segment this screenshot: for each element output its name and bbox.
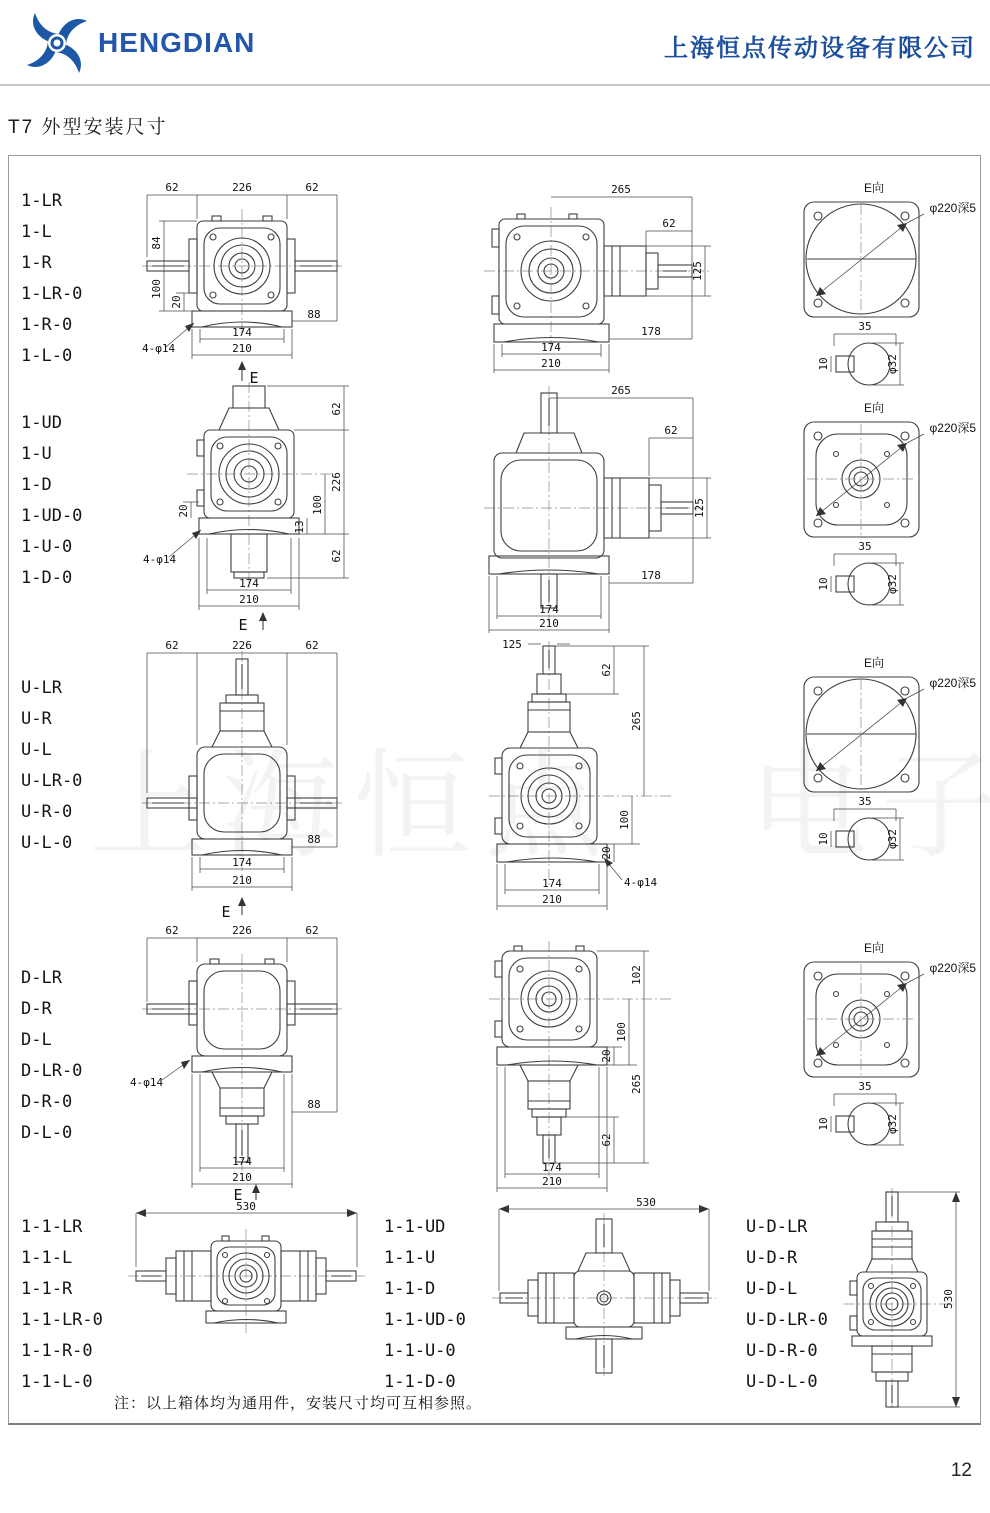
model-list [21, 1217, 103, 1403]
header-divider [0, 84, 990, 86]
dim-label: 62 [330, 549, 343, 563]
model-label: 1-1-U-0 [384, 1341, 456, 1361]
view-title: E向 [863, 656, 885, 670]
model-label: U-R [21, 709, 52, 729]
row-1lr-series [9, 171, 980, 386]
dim-label: 62 [305, 924, 319, 937]
page-number: 12 [950, 1460, 972, 1481]
dim-label: 62 [305, 181, 319, 194]
dim-label: 210 [232, 1171, 252, 1184]
model-label: D-LR-0 [21, 1061, 83, 1081]
view-direction-label: E [233, 1186, 243, 1204]
dim-label: 530 [942, 1289, 955, 1309]
dim-label: 88 [307, 833, 321, 846]
bolt-callout: 4-φ14 [130, 1076, 164, 1089]
model-label: D-LR [21, 968, 62, 988]
model-list [21, 191, 82, 377]
dim-label: 84 [150, 236, 163, 250]
model-label: 1-R-0 [21, 315, 73, 335]
model-list [21, 968, 82, 1154]
row-double-series [9, 1196, 980, 1411]
model-label: 1-1-LR-0 [21, 1310, 103, 1330]
dim-label: 35 [858, 540, 872, 553]
dim-label: 100 [311, 495, 324, 515]
row-u-series [9, 636, 980, 921]
view-title: E向 [863, 181, 885, 195]
model-label: 1-1-UD-0 [384, 1310, 466, 1330]
model-label: D-R [21, 999, 52, 1019]
dim-label: 265 [630, 711, 643, 731]
dim-label: 265 [611, 384, 631, 397]
model-label: 1-1-L-0 [21, 1372, 93, 1392]
note-text: 注：以上箱体均为通用件，安装尺寸均可互相参照。 [114, 1395, 483, 1412]
model-label: 1-1-LR [21, 1217, 83, 1237]
dim-label: 62 [165, 639, 179, 652]
e-direction-view [774, 396, 979, 611]
model-label: 1-1-R-0 [21, 1341, 93, 1361]
dim-label: 125 [693, 498, 706, 518]
dim-label: 62 [330, 402, 343, 416]
view-direction-label: E [249, 369, 259, 387]
dim-label: 62 [165, 924, 179, 937]
dim-label: 210 [542, 893, 562, 906]
front-view-drawing [114, 641, 369, 921]
front-view-drawing [114, 171, 369, 386]
dim-label: 210 [539, 617, 559, 630]
dim-label: 10 [817, 357, 830, 371]
vertical-double-drawing [824, 1186, 974, 1411]
dim-label: 20 [177, 504, 190, 518]
dim-label: 210 [541, 357, 561, 370]
dim-label: 100 [618, 810, 631, 830]
dim-label: φ32 [886, 574, 899, 594]
dim-label: 35 [858, 1080, 872, 1093]
dim-label: 174 [542, 1161, 562, 1174]
dim-label: 10 [817, 577, 830, 591]
four-way-drawing [474, 1196, 734, 1391]
model-label: U-D-R-0 [746, 1341, 818, 1361]
bore-callout: φ220深5 [929, 421, 976, 435]
model-label: D-R-0 [21, 1092, 73, 1112]
dim-label: 174 [232, 856, 252, 869]
dim-label: 530 [236, 1200, 256, 1213]
dim-label: 265 [611, 183, 631, 196]
drawings-panel [8, 155, 981, 1425]
dim-label: 210 [232, 342, 252, 355]
model-label: 1-D [21, 475, 52, 495]
dim-label: 226 [232, 924, 252, 937]
company-name: 上海恒点传动设备有限公司 [664, 36, 976, 62]
dim-label: 62 [165, 181, 179, 194]
model-label: 1-LR [21, 191, 62, 211]
e-direction-view [774, 176, 979, 391]
brand-name: HENGDIAN [98, 27, 256, 58]
model-label: 1-R [21, 253, 52, 273]
model-label: D-L [21, 1030, 52, 1050]
dim-label: 88 [307, 308, 321, 321]
page-title: T7 外型安装尺寸 [8, 117, 168, 138]
e-direction-view [774, 651, 979, 866]
horizontal-double-drawing [114, 1200, 379, 1353]
dim-label: 174 [232, 326, 252, 339]
model-label: 1-1-U [384, 1248, 436, 1268]
side-view-drawing [444, 926, 734, 1196]
model-list [21, 678, 82, 864]
dim-label: 265 [630, 1074, 643, 1094]
pinwheel-logo-icon [26, 12, 88, 74]
dim-label: 62 [600, 663, 613, 677]
bolt-callout: 4-φ14 [143, 553, 177, 566]
model-label: U-R-0 [21, 802, 73, 822]
dim-label: 125 [691, 261, 704, 281]
model-label: 1-LR-0 [21, 284, 83, 304]
model-label: 1-1-D [384, 1279, 436, 1299]
model-label: U-L [21, 740, 52, 760]
dim-label: 174 [232, 1155, 252, 1168]
row-1ud-series [9, 378, 980, 636]
dim-label: 88 [307, 1098, 321, 1111]
model-label: U-D-L [746, 1279, 798, 1299]
model-list [746, 1217, 828, 1403]
model-label: 1-D-0 [21, 568, 73, 588]
dim-label: 125 [502, 638, 522, 651]
dim-label: 210 [239, 593, 259, 606]
dim-label: φ32 [886, 1114, 899, 1134]
dim-label: 35 [858, 320, 872, 333]
dim-label: 226 [232, 639, 252, 652]
dim-label: 62 [662, 217, 676, 230]
dim-label: 62 [305, 639, 319, 652]
dim-label: 174 [542, 877, 562, 890]
side-view-drawing [439, 179, 739, 379]
model-label: 1-L [21, 222, 52, 242]
model-label: 1-1-R [21, 1279, 73, 1299]
model-label: 1-UD-0 [21, 506, 83, 526]
dim-label: 20 [170, 295, 183, 309]
model-label: 1-1-L [21, 1248, 73, 1268]
model-label: 1-1-UD [384, 1217, 446, 1237]
dim-label: 178 [641, 325, 661, 338]
model-label: U-LR-0 [21, 771, 83, 791]
dim-label: φ32 [886, 829, 899, 849]
dim-label: 62 [664, 424, 678, 437]
model-label: 1-U [21, 444, 52, 464]
model-list [21, 413, 82, 599]
model-label: U-D-L-0 [746, 1372, 818, 1392]
view-direction-label: E [221, 903, 231, 921]
view-title: E向 [863, 941, 885, 955]
bore-callout: φ220深5 [929, 676, 976, 690]
model-label: 1-L-0 [21, 346, 73, 366]
dim-label: 174 [541, 341, 561, 354]
bolt-callout: 4-φ14 [624, 876, 658, 889]
dim-label: 35 [858, 795, 872, 808]
model-label: D-L-0 [21, 1123, 73, 1143]
dim-label: 20 [600, 846, 613, 860]
dim-label: 10 [817, 832, 830, 846]
model-label: U-D-LR-0 [746, 1310, 828, 1330]
brand-logo [26, 12, 255, 74]
dim-label: 10 [817, 1117, 830, 1131]
model-label: U-D-R [746, 1248, 798, 1268]
front-view-drawing [129, 378, 374, 633]
model-label: U-D-LR [746, 1217, 808, 1237]
bore-callout: φ220深5 [929, 961, 976, 975]
e-direction-view [774, 936, 979, 1151]
dim-label: 13 [293, 520, 306, 534]
dim-label: 100 [615, 1022, 628, 1042]
model-label: U-LR [21, 678, 62, 698]
dim-label: 102 [630, 965, 643, 985]
model-label: 1-U-0 [21, 537, 73, 557]
dim-label: 174 [239, 577, 259, 590]
dim-label: 100 [150, 279, 163, 299]
front-view-drawing [114, 924, 369, 1204]
model-label: 1-UD [21, 413, 62, 433]
dim-label: 62 [600, 1133, 613, 1147]
dim-label: 174 [539, 603, 559, 616]
dim-label: 226 [330, 472, 343, 492]
model-label: U-L-0 [21, 833, 73, 853]
view-direction-label: E [238, 616, 248, 634]
dim-label: φ32 [886, 354, 899, 374]
dim-label: 178 [641, 569, 661, 582]
bore-callout: φ220深5 [929, 201, 976, 215]
side-view-drawing [439, 378, 739, 636]
dim-label: 210 [542, 1175, 562, 1188]
bolt-callout: 4-φ14 [142, 342, 176, 355]
model-label: 1-1-D-0 [384, 1372, 456, 1392]
dim-label: 226 [232, 181, 252, 194]
dim-label: 20 [600, 1049, 613, 1063]
view-title: E向 [863, 401, 885, 415]
model-list [384, 1217, 466, 1403]
side-view-drawing [444, 636, 734, 921]
dim-label: 530 [636, 1196, 656, 1209]
dim-label: 210 [232, 874, 252, 887]
